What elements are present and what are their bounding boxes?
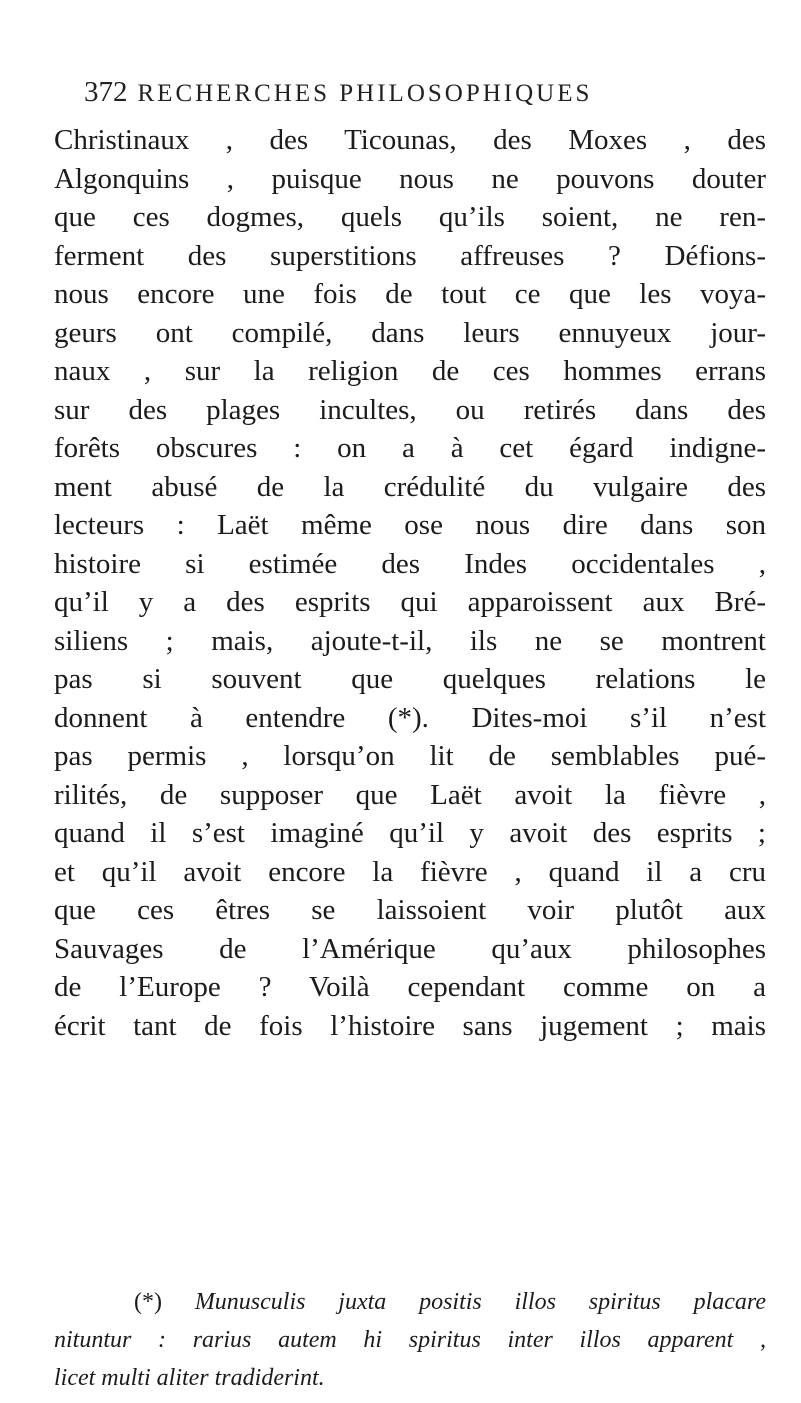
text-line: lecteurs : Laët même ose nous dire dans son bbox=[54, 509, 766, 541]
text-line: ment abusé de la crédulité du vulgaire des bbox=[54, 470, 766, 503]
text-line: sur des plages incultes, ou retirés dans des bbox=[54, 393, 766, 426]
text-line: qu’il y a des esprits qui apparoissent aux Bré- bbox=[54, 586, 766, 618]
text-line: Sauvages de l’Amérique qu’aux philosophes bbox=[54, 932, 766, 965]
text-line: de l’Europe ? Voilà cependant comme on a bbox=[54, 971, 766, 1003]
text-line: que ces êtres se laissoient voir plutôt aux bbox=[54, 894, 766, 926]
text-line: histoire si estimée des Indes occidentales , bbox=[54, 547, 766, 580]
text-line: et qu’il avoit encore la fièvre , quand il a cru bbox=[54, 855, 766, 888]
page-number: 372 bbox=[84, 76, 128, 108]
footnote-line: licet multi aliter tradiderint. bbox=[54, 1365, 325, 1391]
text-line: pas permis , lorsqu’on lit de semblables pué- bbox=[54, 740, 766, 772]
text-line: siliens ; mais, ajoute-t-il, ils ne se montrent bbox=[54, 624, 766, 657]
text-line: naux , sur la religion de ces hommes errans bbox=[54, 355, 766, 387]
text-line: quand il s’est imaginé qu’il y avoit des esprits ; bbox=[54, 817, 766, 849]
text-line: rilités, de supposer que Laët avoit la fièvre , bbox=[54, 778, 766, 811]
text-line: forêts obscures : on a à cet égard indigne- bbox=[54, 432, 766, 464]
text-line: nous encore une fois de tout ce que les voya- bbox=[54, 278, 766, 310]
text-line: Algonquins , puisque nous ne pouvons douter bbox=[54, 162, 766, 195]
text-line: geurs ont compilé, dans leurs ennuyeux jour- bbox=[54, 316, 766, 349]
text-line: ferment des superstitions affreuses ? Défions- bbox=[54, 239, 766, 272]
running-head-title: RECHERCHES PHILOSOPHIQUES bbox=[137, 80, 593, 107]
body-text bbox=[54, 121, 766, 1045]
footnote-line bbox=[54, 1283, 766, 1321]
text-line: que ces dogmes, quels qu’ils soient, ne ren- bbox=[54, 201, 766, 233]
text-line: écrit tant de fois l’histoire sans jugement ; mais bbox=[54, 1009, 766, 1042]
footnote-text: Munusculis juxta positis illos spiritus placare bbox=[194, 1289, 767, 1315]
text-line: pas si souvent que quelques relations le bbox=[54, 663, 766, 695]
footnote bbox=[54, 1283, 766, 1397]
text-line: donnent à entendre (*). Dites-moi s’il n’est bbox=[54, 701, 766, 734]
running-head bbox=[84, 76, 724, 116]
text-line: Christinaux , des Ticounas, des Moxes , des bbox=[54, 124, 766, 156]
footnote-line: nituntur : rarius autem hi spiritus inter illos apparent , bbox=[54, 1327, 766, 1353]
footnote-marker: (*) bbox=[134, 1289, 162, 1315]
